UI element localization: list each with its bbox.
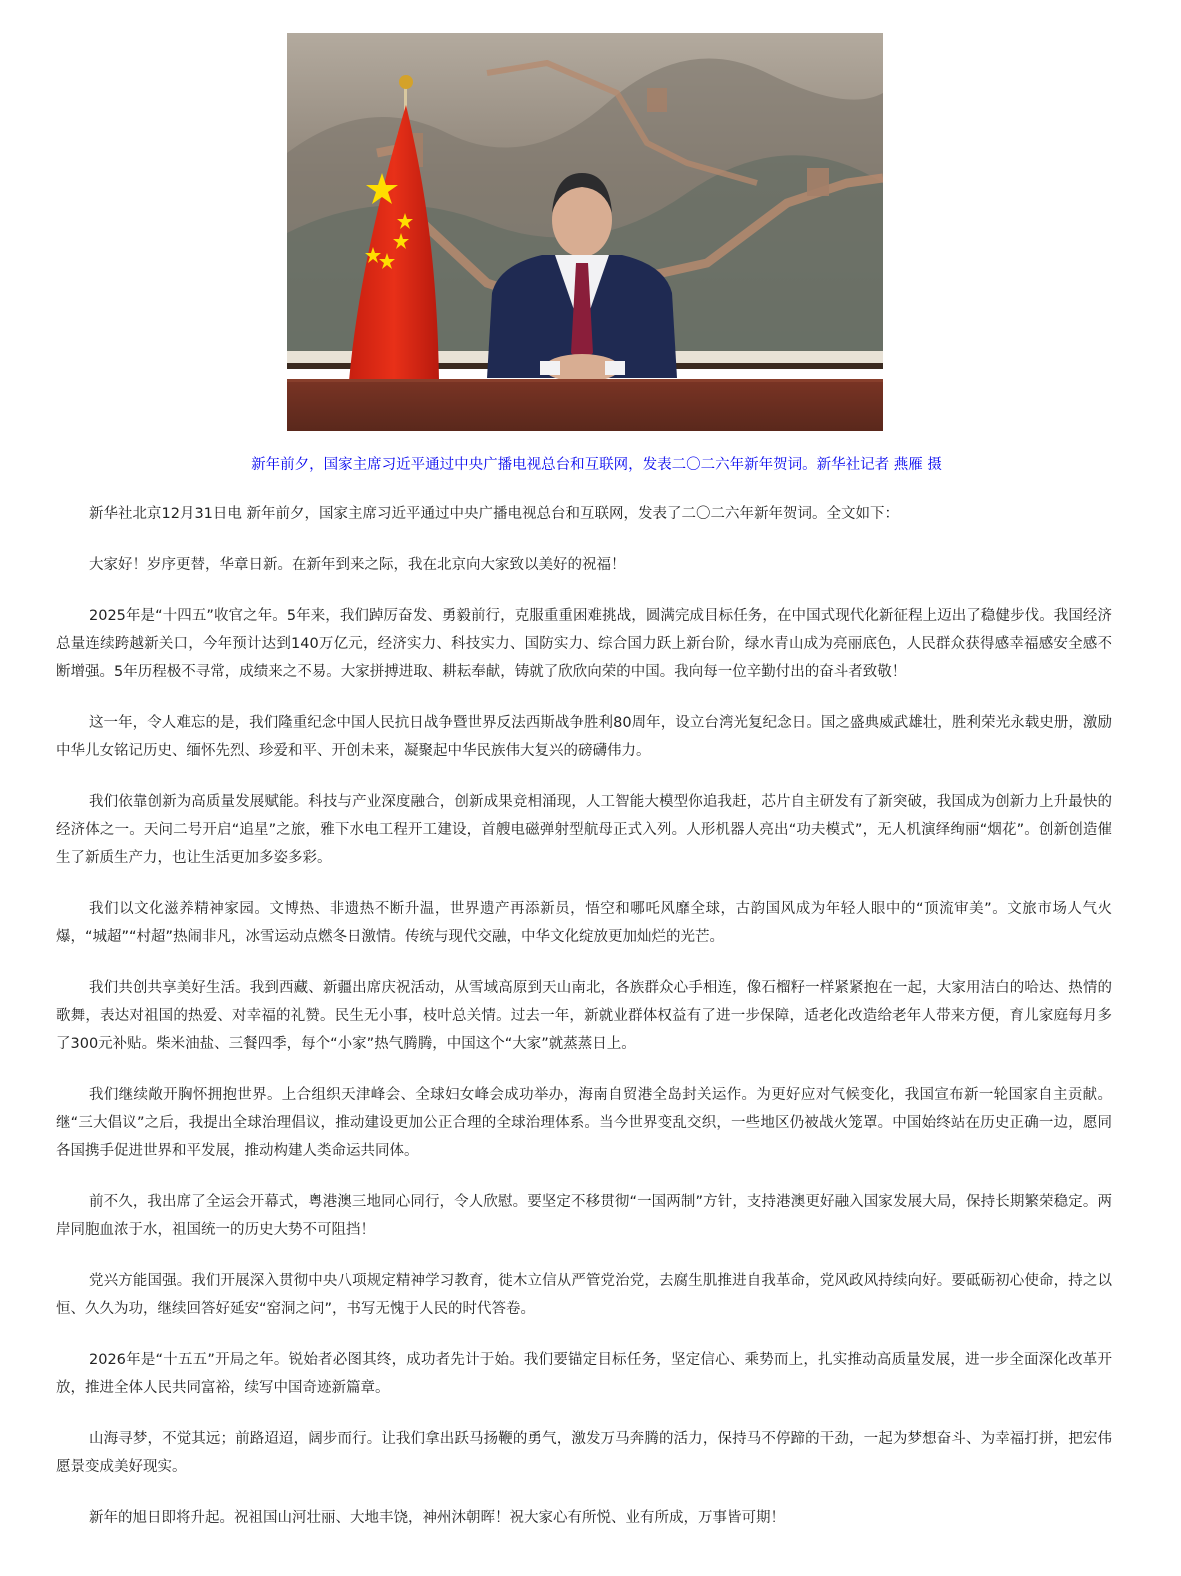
paragraph: 我们继续敞开胸怀拥抱世界。上合组织天津峰会、全球妇女峰会成功举办，海南自贸港全岛封关运作。为更好应对气候变化，我国宣布新一轮国家自主贡献。继“三大倡议”之后，我提出全球治理倡议，推动建设更加公正合理的全球治理体系。当今世界变乱交织，一些地区仍被战火笼罩。中国始终站在历史正确一边，愿同各国携手促进世界和平发展，推动构建人类命运共同体。	[56, 1087, 1112, 1159]
photo-illustration	[287, 33, 883, 431]
paragraph: 我们以文化滋养精神家园。文博热、非遗热不断升温，世界遗产再添新员，悟空和哪吒风靡全球，古韵国风成为年轻人眼中的“顶流审美”。文旅市场人气火爆，“城超”“村超”热闹非凡，冰雪运动点燃冬日激情。传统与现代交融，中华文化绽放更加灿烂的光芒。	[56, 901, 1112, 945]
paragraph: 2025年是“十四五”收官之年。5年来，我们踔厉奋发、勇毅前行，克服重重困难挑战，圆满完成目标任务，在中国式现代化新征程上迈出了稳健步伐。我国经济总量连续跨越新关口，今年预计达到140万亿元，经济实力、科技实力、国防实力、综合国力跃上新台阶，绿水青山成为亮丽底色，人民群众获得感幸福感安全感不断增强。5年历程极不寻常，成绩来之不易。大家拼搏进取、耕耘奉献，铸就了欣欣向荣的中国。我向每一位辛勤付出的奋斗者致敬！	[56, 608, 1112, 680]
paragraph: 前不久，我出席了全运会开幕式，粤港澳三地同心同行，令人欣慰。要坚定不移贯彻“一国两制”方针，支持港澳更好融入国家发展大局，保持长期繁荣稳定。两岸同胞血浓于水，祖国统一的历史大势不可阻挡！	[56, 1194, 1112, 1238]
paragraph: 大家好！岁序更替，华章日新。在新年到来之际，我在北京向大家致以美好的祝福！	[89, 557, 626, 573]
news-photo	[287, 33, 883, 431]
paragraph: 这一年，令人难忘的是，我们隆重纪念中国人民抗日战争暨世界反法西斯战争胜利80周年，设立台湾光复纪念日。国之盛典威武雄壮，胜利荣光永载史册，激励中华儿女铭记历史、缅怀先烈、珍爱和平、开创未来，凝聚起中华民族伟大复兴的磅礴伟力。	[56, 715, 1112, 759]
paragraph-dateline: 新华社北京12月31日电 新年前夕，国家主席习近平通过中央广播电视总台和互联网，发表了二〇二六年新年贺词。全文如下：	[89, 506, 900, 522]
paragraph: 我们依靠创新为高质量发展赋能。科技与产业深度融合，创新成果竞相涌现，人工智能大模型你追我赶，芯片自主研发有了新突破，我国成为创新力上升最快的经济体之一。天问二号开启“追星”之旅，雅下水电工程开工建设，首艘电磁弹射型航母正式入列。人形机器人亮出“功夫模式”，无人机演绎绚丽“烟花”。创新创造催生了新质生产力，也让生活更加多姿多彩。	[56, 794, 1112, 866]
paragraph-closing: 新年的旭日即将升起。祝祖国山河壮丽、大地丰饶，神州沐朝晖！祝大家心有所悦、业有所成，万事皆可期！	[89, 1510, 785, 1526]
article-body	[56, 500, 1112, 1555]
paragraph: 山海寻梦，不觉其远；前路迢迢，阔步而行。让我们拿出跃马扬鞭的勇气，激发万马奔腾的活力，保持马不停蹄的干劲，一起为梦想奋斗、为幸福打拼，把宏伟愿景变成美好现实。	[56, 1431, 1112, 1475]
paragraph: 2026年是“十五五”开局之年。锐始者必图其终，成功者先计于始。我们要锚定目标任务，坚定信心、乘势而上，扎实推动高质量发展，进一步全面深化改革开放，推进全体人民共同富裕，续写中国奇迹新篇章。	[56, 1352, 1112, 1396]
paragraph: 我们共创共享美好生活。我到西藏、新疆出席庆祝活动，从雪域高原到天山南北，各族群众心手相连，像石榴籽一样紧紧抱在一起，大家用洁白的哈达、热情的歌舞，表达对祖国的热爱、对幸福的礼赞。民生无小事，枝叶总关情。过去一年，新就业群体权益有了进一步保障，适老化改造给老年人带来方便，育儿家庭每月多了300元补贴。柴米油盐、三餐四季，每个“小家”热气腾腾，中国这个“大家”就蒸蒸日上。	[56, 980, 1112, 1052]
paragraph: 党兴方能国强。我们开展深入贯彻中央八项规定精神学习教育，徙木立信从严管党治党，去腐生肌推进自我革命，党风政风持续向好。要砥砺初心使命，持之以恒、久久为功，继续回答好延安“窑洞之问”，书写无愧于人民的时代答卷。	[56, 1273, 1112, 1317]
photo-caption: 新年前夕，国家主席习近平通过中央广播电视总台和互联网，发表二〇二六年新年贺词。新华社记者 燕雁 摄	[251, 457, 942, 473]
